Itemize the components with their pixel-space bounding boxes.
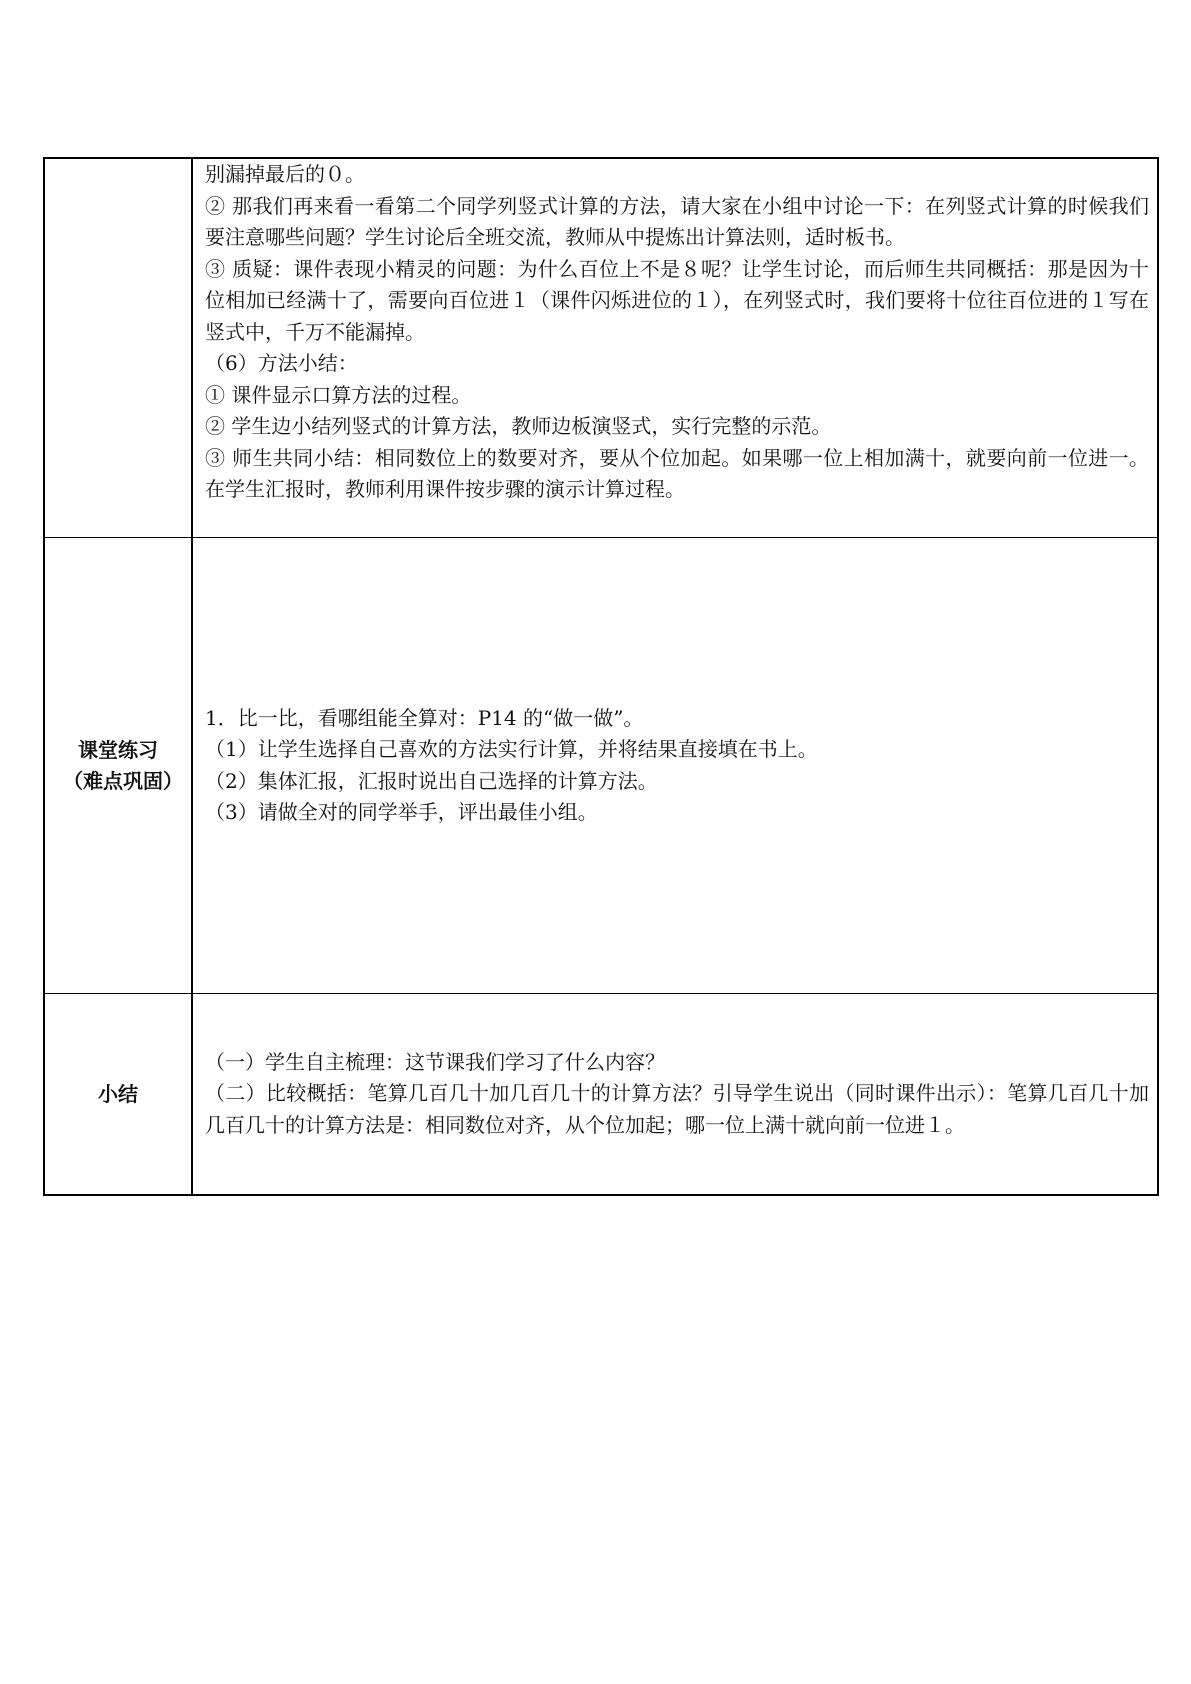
row-label-cell [44,538,192,994]
content-paragraph: （二）比较概括：笔算几百几十加几百几十的计算方法？引导学生说出（同时课件出示）：笔算几百几十加几百几十的计算方法是：相同数位对齐，从个位加起；哪一位上满十就向前一位进１。 [205,1081,1149,1137]
row-label-practice: 课堂练习（难点巩固） [63,737,183,793]
content-paragraph: ③ 师生共同小结：相同数位上的数要对齐，要从个位加起。如果哪一位上相加满十，就要向前一位进一。在学生汇报时，教师利用课件按步骤的演示计算过程。 [205,445,1149,501]
content-paragraph: （1）让学生选择自己喜欢的方法实行计算，并将结果直接填在书上。 [205,737,818,761]
table-row-teaching-process [44,158,1158,538]
content-paragraph: （3）请做全对的同学举手，评出最佳小组。 [205,800,598,824]
row-content-cell [192,158,1158,538]
table-row-summary [44,994,1158,1196]
table-row-practice [44,538,1158,994]
content-paragraph: （6）方法小结： [205,351,358,375]
row-label-cell [44,158,192,538]
content-paragraph: ② 那我们再来看一看第二个同学列竖式计算的方法，请大家在小组中讨论一下：在列竖式计算的时候我们要注意哪些问题？学生讨论后全班交流，教师从中提炼出计算法则，适时板书。 [205,193,1149,249]
content-paragraph: （一）学生自主梳理：这节课我们学习了什么内容？ [205,1049,665,1074]
content-paragraph: ① 课件显示口算方法的过程。 [205,382,472,407]
row-label-summary: 小结 [98,1081,138,1106]
content-paragraph: 别漏掉最后的０。 [205,162,365,186]
row-content-cell [192,538,1158,994]
row-label-cell [44,994,192,1196]
content-paragraph: 1．比一比，看哪组能全算对：P14 的“做一做”。 [205,705,644,730]
content-paragraph: ② 学生边小结列竖式的计算方法，教师边板演竖式，实行完整的示范。 [205,414,832,438]
content-paragraph: ③ 质疑：课件表现小精灵的问题：为什么百位上不是８呢？让学生讨论，而后师生共同概括：那是因为十位相加已经满十了，需要向百位进１（课件闪烁进位的１），在列竖式时，我们要将十位往百位进的１写在竖式中，千万不能漏掉。 [205,256,1149,344]
lesson-plan-table [43,157,1159,1196]
row-content-cell [192,994,1158,1196]
content-paragraph: （2）集体汇报，汇报时说出自己选择的计算方法。 [205,768,658,793]
